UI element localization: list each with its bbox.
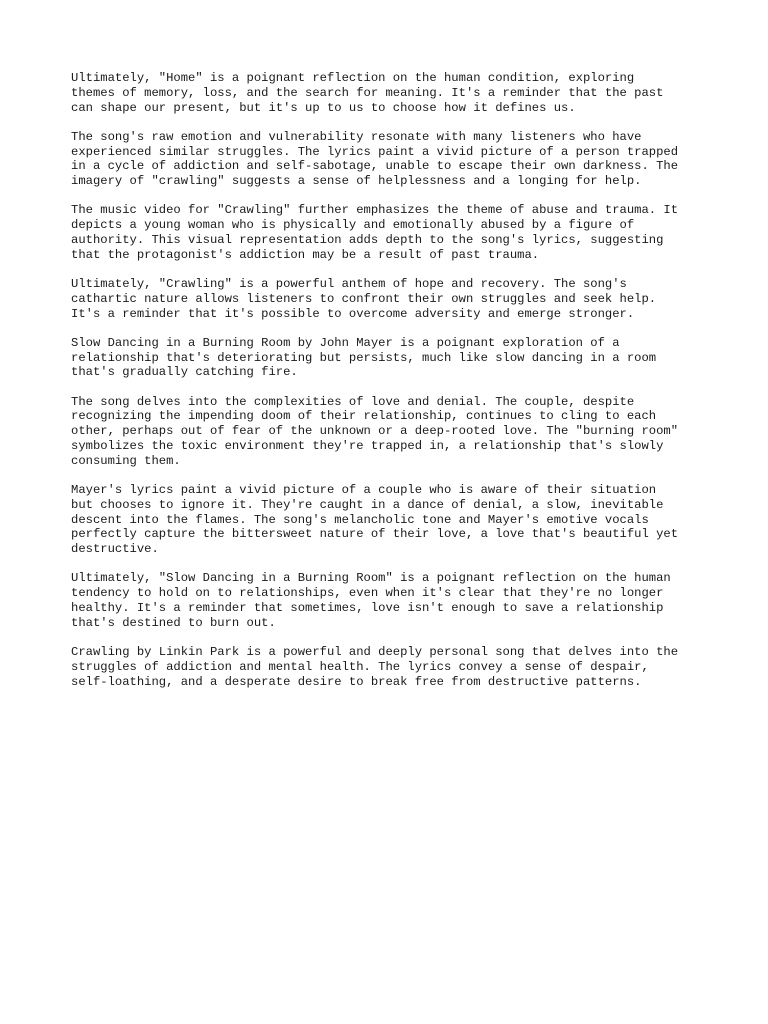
paragraph-slow-dancing-themes: The song delves into the complexities of love and denial. The couple, despite recognizing the impending doom of their relationship, continues to cling to each other, perhaps out of fear of the unknown or a deep-rooted love. The "burning room" symbolizes the toxic environment they're trapped in, a relationship that's slowly consuming them.: [71, 394, 679, 468]
paragraph-crawling-conclusion: Ultimately, "Crawling" is a powerful anthem of hope and recovery. The song's cathartic nature allows listeners to confront their own struggles and seek help. It's a reminder that it's possible to overcome adversity and emerge stronger.: [71, 277, 657, 321]
paragraph-crawling-video: The music video for "Crawling" further emphasizes the theme of abuse and trauma. It depicts a young woman who is physically and emotionally abused by a figure of authority. This visual representation adds depth to the song's lyrics, suggesting that the protagonist's addiction may be a result of past trauma.: [71, 203, 679, 262]
paragraph-slow-dancing-intro: Slow Dancing in a Burning Room by John Mayer is a poignant exploration of a relationship that's deteriorating but persists, much like slow dancing in a room that's gradually catching fire.: [71, 335, 657, 380]
paragraph-slow-dancing-conclusion: Ultimately, "Slow Dancing in a Burning Room" is a poignant reflection on the human tendency to hold on to relationships, even when it's clear that they're no longer healthy. It's a reminder that sometimes, love isn't enough to save a relationship that's destined to burn out.: [71, 571, 671, 630]
paragraph-crawling-emotion: The song's raw emotion and vulnerability resonate with many listeners who have experienced similar struggles. The lyrics paint a vivid picture of a person trapped in a cycle of addiction and self-sabotage, unable to escape their own darkness. The imagery of "crawling" suggests a sense of helplessness and a longing for help.: [71, 129, 679, 189]
paragraph-home-conclusion: Ultimately, "Home" is a poignant reflection on the human condition, exploring themes of memory, loss, and the search for meaning. It's a reminder that the past can shape our present, but it's up to us to choose how it defines us.: [71, 71, 664, 115]
document-page: [71, 71, 711, 704]
paragraph-slow-dancing-lyrics: Mayer's lyrics paint a vivid picture of a couple who is aware of their situation but chooses to ignore it. They're caught in a dance of denial, a slow, inevitable descent into the flames. The song's melancholic tone and Mayer's emotive vocals perfectly capture the bittersweet nature of their love, a love that's beautiful yet destructive.: [71, 483, 679, 557]
paragraph-crawling-intro: Crawling by Linkin Park is a powerful and deeply personal song that delves into the struggles of addiction and mental health. The lyrics convey a sense of despair, self-loathing, and a desperate desire to break free from destructive patterns.: [71, 645, 679, 689]
